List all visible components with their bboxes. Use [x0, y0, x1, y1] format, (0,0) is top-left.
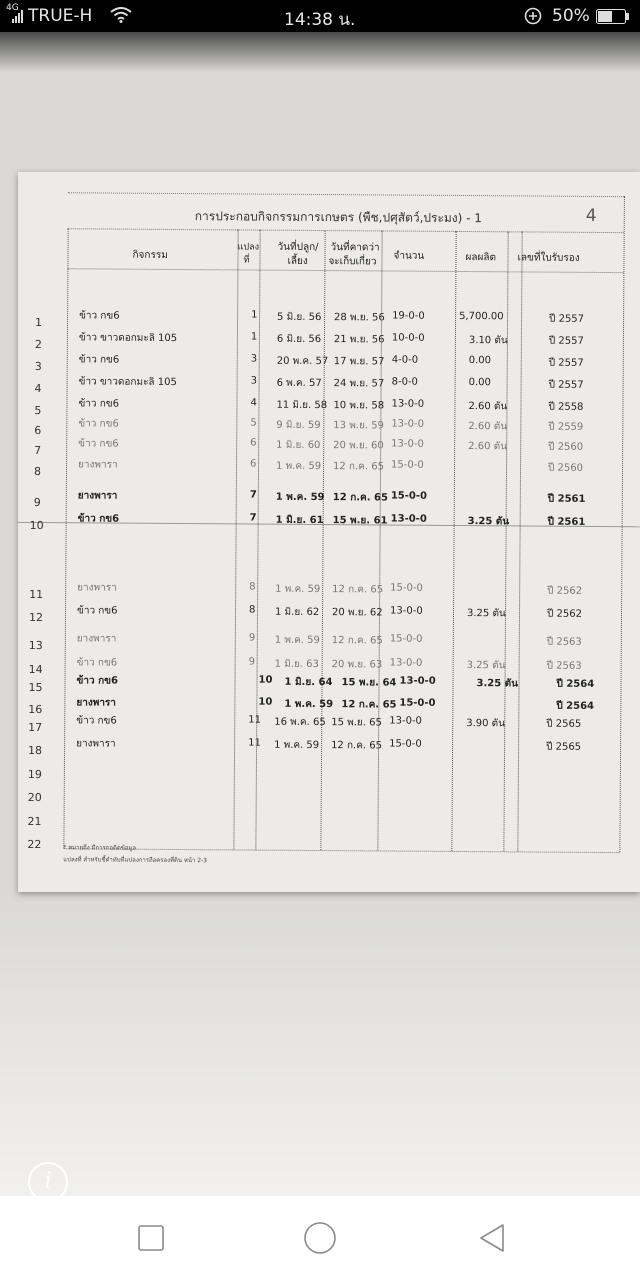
page-number: 4: [585, 205, 597, 226]
row-number: 1: [34, 316, 43, 330]
row-number: 2: [34, 338, 42, 352]
row-number: 22: [27, 837, 42, 852]
table-cell: 6: [250, 437, 257, 449]
table-cell: 10 พ.ย. 58: [333, 400, 385, 412]
table-column-divider: [63, 228, 68, 848]
table-cell: 15-0-0: [389, 738, 422, 750]
table-cell: 1 พ.ค. 59: [275, 583, 321, 596]
table-cell: 5 มิ.ย. 56: [277, 311, 322, 324]
table-cell: 1 พ.ค. 59: [276, 460, 322, 473]
footnote-2: แปลงที่ สำหรับชี้ดำทับที่แปลงการถือครองที่ดิน หน้า 2-3: [63, 856, 208, 865]
table-cell: ปี 2564: [556, 678, 595, 690]
header-plant-date-1: วันที่ปลูก/: [277, 241, 319, 253]
row-number: 21: [27, 814, 42, 829]
table-cell: ปี 2563: [546, 636, 582, 648]
table-cell: 15-0-0: [399, 697, 436, 709]
table-cell: ปี 2561: [547, 516, 586, 528]
table-cell: ข้าว ขาวดอกมะลิ 105: [78, 376, 177, 389]
row-number: 18: [28, 743, 43, 758]
table-cell: ยางพารา: [76, 738, 116, 750]
table-cell: 13-0-0: [399, 675, 436, 687]
table-cell: 13-0-0: [390, 513, 427, 525]
table-cell: 13 พ.ย. 59: [333, 420, 384, 432]
table-cell: 15-0-0: [391, 459, 424, 471]
table-cell: 16 พ.ค. 65: [274, 716, 326, 729]
table-cell: 11: [248, 737, 261, 749]
document-title: การประกอบกิจกรรมการเกษตร (พืช,ปศุสัตว์,ประมง) - 1: [194, 209, 483, 226]
document-photo: [0, 32, 640, 1196]
battery-percent: 50%: [552, 6, 590, 26]
table-cell: ปี 2562: [547, 585, 583, 597]
table-cell: 13-0-0: [391, 398, 425, 410]
table-border-right: [619, 196, 625, 852]
table-cell: 3.25 ตัน: [467, 516, 510, 528]
title-divider: [68, 228, 624, 233]
table-cell: 1 มิ.ย. 61: [275, 514, 324, 527]
navigation-bar: [0, 1196, 640, 1280]
footnote-1: * หมายถึง มีการถอดิตข้อมูล: [63, 844, 137, 852]
header-plot-2: ที่: [243, 255, 250, 266]
row-number: 17: [28, 720, 43, 735]
table-cell: 12 ก.ค. 65: [332, 584, 384, 596]
table-column-divider: [517, 231, 522, 851]
table-cell: ยางพารา: [78, 459, 118, 471]
table-cell: 1 มิ.ย. 63: [274, 658, 319, 671]
table-cell: 21 พ.ย. 56: [333, 334, 385, 346]
row-number: 11: [29, 587, 44, 602]
table-cell: ข้าว กข6: [76, 657, 118, 669]
table-cell: 13-0-0: [391, 438, 424, 450]
table-column-divider: [451, 231, 456, 851]
table-cell: 3.90 ตัน: [466, 718, 506, 730]
table-cell: ยางพารา: [76, 633, 117, 645]
table-cell: 0.00: [468, 355, 492, 367]
info-button[interactable]: i: [28, 1162, 68, 1196]
row-number: 5: [34, 404, 42, 418]
table-cell: 4: [250, 397, 257, 409]
table-cell: ปี 2562: [546, 608, 583, 620]
home-button[interactable]: [303, 1221, 337, 1255]
row-number: 6: [34, 424, 42, 438]
table-cell: 12 ก.ค. 65: [331, 740, 383, 752]
table-cell: ข้าว กข6: [79, 310, 120, 322]
row-number: 15: [28, 680, 43, 695]
row-number: 4: [34, 382, 42, 396]
table-cell: 1 พ.ค. 59: [275, 491, 325, 504]
table-cell: 0.00: [468, 377, 491, 389]
table-cell: 8-0-0: [391, 376, 418, 388]
header-activity: กิจกรรม: [132, 249, 168, 261]
header-cert-no: เลขที่ใบรับรอง: [517, 252, 580, 264]
table-cell: ปี 2563: [546, 660, 582, 672]
table-cell: 11: [248, 714, 262, 726]
row-number: 13: [28, 638, 43, 653]
table-cell: ปี 2560: [548, 441, 584, 453]
back-button[interactable]: [478, 1223, 506, 1253]
table-cell: 6 มิ.ย. 56: [276, 333, 322, 346]
table-cell: 1 พ.ค. 59: [274, 634, 320, 647]
table-cell: 12 ก.ค. 65: [341, 699, 397, 711]
table-cell: 9: [248, 632, 256, 644]
table-cell: 1 มิ.ย. 64: [284, 676, 333, 689]
row-number: 7: [34, 444, 42, 458]
table-cell: 9: [248, 656, 256, 668]
table-border-top: [68, 192, 624, 197]
header-plot-1: แปลง: [237, 242, 260, 253]
table-cell: 13-0-0: [389, 715, 422, 727]
table-cell: ข้าว กข6: [76, 675, 118, 687]
table-cell: 15-0-0: [390, 490, 428, 502]
table-cell: 1: [251, 309, 258, 321]
table-cell: 10-0-0: [391, 332, 425, 344]
table-cell: 15-0-0: [390, 582, 423, 594]
table-cell: ปี 2565: [546, 718, 582, 730]
table-cell: ข้าว กข6: [78, 354, 120, 366]
table-border-bottom: [63, 848, 619, 853]
table-cell: 9 มิ.ย. 59: [276, 419, 321, 432]
table-cell: 12 ก.ค. 65: [331, 635, 383, 647]
table-cell: 24 พ.ย. 57: [333, 378, 385, 390]
table-cell: 8: [249, 581, 256, 593]
status-bar: [0, 0, 640, 32]
table-cell: ปี 2559: [548, 421, 584, 433]
paper-sheet: [18, 172, 640, 892]
table-column-divider: [255, 230, 260, 850]
data-saver-icon: [524, 7, 542, 30]
header-harvest-date-1: วันที่คาดว่า: [330, 242, 380, 254]
row-number: 3: [34, 360, 42, 374]
signal-icon: [12, 8, 24, 28]
table-cell: 1 มิ.ย. 60: [276, 439, 321, 452]
table-cell: ข้าว กข6: [76, 715, 117, 727]
table-cell: 3: [250, 353, 258, 365]
header-yield: ผลผลิต: [465, 252, 497, 264]
row-number: 9: [33, 496, 41, 510]
table-column-divider: [233, 229, 238, 849]
table-cell: ยางพารา: [77, 582, 117, 594]
row-number: 10: [29, 518, 44, 533]
activity-table: [15, 170, 640, 894]
table-cell: ข้าว ขาวดอกมะลิ 105: [78, 332, 178, 345]
table-cell: 3.25 ตัน: [466, 608, 506, 620]
clock: 14:38 น.: [284, 10, 356, 30]
table-column-divider: [503, 231, 508, 851]
table-cell: 3.25 ตัน: [466, 660, 506, 672]
table-cell: 2.60 ตัน: [468, 421, 508, 433]
triangle-back-icon: [478, 1223, 506, 1253]
table-cell: 8: [248, 604, 256, 616]
header-harvest-date-2: จะเก็บเกี่ยว: [328, 256, 377, 268]
table-cell: 28 พ.ย. 56: [334, 312, 385, 324]
table-cell: 12 ก.ค. 65: [332, 492, 388, 504]
table-cell: 2.60 ตัน: [468, 401, 508, 413]
table-cell: 17 พ.ย. 57: [333, 356, 385, 368]
table-cell: 10: [258, 696, 273, 708]
table-cell: 3.25 ตัน: [476, 678, 519, 690]
table-cell: 15-0-0: [389, 633, 423, 645]
table-cell: 7: [249, 489, 257, 501]
row-number: 19: [27, 767, 42, 782]
table-cell: ข้าว กข6: [78, 438, 119, 450]
table-cell: 13-0-0: [389, 657, 423, 669]
table-cell: 10: [258, 674, 273, 686]
row-number: 14: [28, 662, 43, 677]
table-cell: 1 พ.ค. 59: [284, 698, 334, 711]
table-cell: ข้าว กข6: [78, 418, 119, 430]
table-cell: 15 พ.ย. 61: [332, 515, 388, 527]
table-cell: 1 พ.ค. 59: [274, 739, 320, 752]
battery-icon: [596, 9, 630, 29]
recent-apps-button[interactable]: [138, 1225, 164, 1251]
table-cell: 20 พ.ย. 62: [331, 607, 383, 619]
table-cell: ปี 2557: [548, 379, 584, 391]
table-cell: 20 พ.ค. 57: [276, 355, 329, 368]
table-cell: ข้าว กข6: [78, 398, 120, 410]
table-cell: ปี 2557: [548, 335, 584, 347]
row-number: 20: [27, 790, 42, 805]
table-cell: ยางพารา: [76, 697, 116, 709]
table-cell: ยางพารา: [77, 490, 118, 502]
circle-home-icon: [303, 1221, 337, 1255]
table-cell: 6 พ.ค. 57: [276, 377, 322, 390]
table-cell: 5,700.00: [459, 310, 504, 323]
table-cell: 4-0-0: [391, 354, 419, 366]
table-cell: 6: [250, 458, 257, 470]
table-cell: 5: [250, 417, 257, 429]
table-cell: ปี 2558: [548, 401, 584, 413]
row-number: 16: [28, 702, 43, 717]
table-cell: 13-0-0: [389, 605, 423, 617]
table-cell: 1: [250, 331, 258, 343]
table-cell: ปี 2565: [546, 741, 582, 753]
table-cell: ปี 2557: [548, 357, 584, 369]
row-number: 12: [28, 610, 44, 625]
table-cell: ปี 2557: [549, 313, 585, 325]
row-number: 8: [33, 465, 42, 479]
table-cell: ปี 2564: [556, 700, 595, 712]
table-cell: 3: [250, 375, 258, 387]
table-cell: 13-0-0: [391, 418, 425, 430]
network-type: 4G: [6, 3, 19, 13]
table-cell: ปี 2561: [547, 493, 586, 505]
table-cell: 19-0-0: [392, 310, 425, 322]
table-cell: 15 พ.ย. 64: [341, 677, 397, 689]
table-cell: 15 พ.ย. 65: [331, 717, 382, 729]
carrier-name: TRUE-H: [28, 6, 93, 26]
square-recent-icon: [138, 1225, 164, 1251]
table-cell: ข้าว กข6: [77, 513, 120, 525]
table-cell: 11 มิ.ย. 58: [276, 399, 328, 412]
table-cell: 3.10 ตัน: [468, 335, 508, 347]
table-cell: 20 พ.ย. 63: [331, 659, 383, 671]
table-cell: 2.60 ตัน: [468, 441, 508, 453]
table-cell: 7: [249, 512, 257, 524]
table-cell: 12 ก.ค. 65: [332, 461, 384, 473]
header-amount: จำนวน: [393, 250, 425, 262]
table-cell: 1 มิ.ย. 62: [274, 606, 320, 619]
table-cell: ปี 2560: [547, 462, 584, 474]
table-cell: 20 พ.ย. 60: [333, 440, 384, 452]
header-plant-date-2: เลี้ยง: [287, 255, 308, 267]
table-cell: ข้าว กข6: [76, 605, 118, 617]
wifi-icon: [110, 7, 132, 28]
